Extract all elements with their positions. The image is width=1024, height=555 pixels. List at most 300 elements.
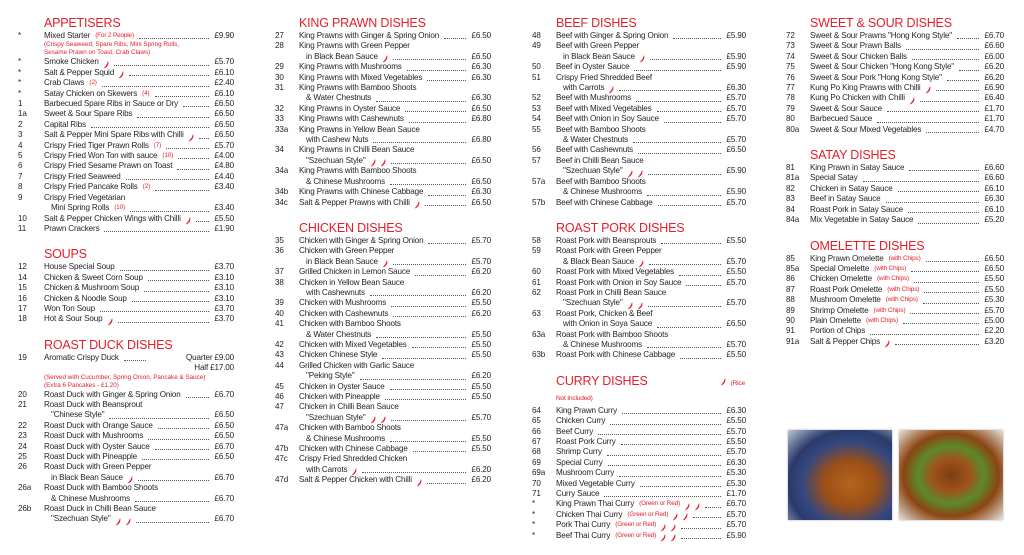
item-number: 56	[532, 145, 541, 155]
menu-item	[275, 423, 491, 444]
menu-item	[18, 262, 234, 272]
leader-dots	[136, 522, 210, 523]
leader-dots	[425, 205, 467, 206]
item-name: Beef with Mushrooms	[556, 93, 631, 103]
item-name: Mushroom Curry	[556, 468, 615, 478]
item-name: Won Ton Soup	[44, 303, 95, 313]
leader-dots	[923, 303, 980, 304]
item-name: King Prawn Curry	[556, 405, 618, 415]
item-name: House Special Soup	[44, 262, 115, 272]
menu-item	[786, 337, 1004, 347]
item-price: £6.50	[214, 420, 234, 430]
item-price: £4.80	[214, 161, 234, 171]
leader-dots	[427, 80, 466, 81]
item-number: 57	[532, 155, 541, 165]
item-name: Mix Vegetable in Satay Sauce	[810, 215, 914, 225]
menu-item	[786, 306, 1004, 316]
item-name: Grilled Chicken with Garlic Sauce	[299, 360, 415, 370]
item-name: Special Omelette	[810, 263, 870, 273]
item-price: £5.70	[471, 256, 491, 266]
item-price: £5.70	[726, 520, 746, 530]
menu-item	[532, 125, 746, 146]
item-number: 47	[275, 402, 284, 412]
item-price: £6.70	[984, 31, 1004, 40]
item-number: 88	[786, 295, 795, 305]
item-description: (Extra 6 Pancakes - £1.20)	[44, 381, 119, 389]
menu-section	[275, 17, 491, 208]
item-name-cont: & Water Chestnuts	[563, 135, 629, 145]
item-price: £5.50	[471, 350, 491, 360]
leader-dots	[114, 65, 210, 66]
menu-item	[275, 31, 491, 41]
leader-dots	[376, 101, 466, 102]
item-note: (with Chips)	[885, 296, 918, 304]
item-name: Chicken with Bamboo Shoots	[299, 319, 401, 329]
item-note: (7)	[153, 141, 162, 149]
menu-item	[786, 254, 1004, 264]
menu-item	[275, 83, 491, 104]
item-price: £6.30	[984, 194, 1004, 204]
item-price: £5.70	[726, 447, 746, 457]
menu-item	[18, 214, 234, 224]
item-name-cont: & Water Chestnuts	[306, 329, 372, 339]
item-number: 69a	[532, 468, 546, 478]
menu-item	[275, 402, 491, 423]
item-price: £6.90	[984, 83, 1004, 93]
section-title	[532, 222, 746, 235]
item-price: Quarter £9.00	[186, 352, 234, 362]
item-name-cont: & Chinese Mushrooms	[51, 493, 131, 503]
item-name: Special Satay	[810, 173, 858, 183]
leader-dots	[693, 517, 721, 518]
item-note: (10)	[114, 204, 125, 212]
item-name: Crispy Fried Seaweed	[44, 171, 121, 181]
item-name: Salt & Pepper Chicken Wings with Chilli	[44, 213, 181, 223]
item-number: 2	[18, 119, 23, 129]
item-number: 34a	[275, 166, 289, 176]
item-number: 22	[18, 420, 27, 430]
leader-dots	[390, 184, 466, 185]
menu-item	[532, 427, 746, 437]
menu-item	[275, 198, 491, 208]
item-number: 90	[786, 315, 795, 325]
item-price: £6.70	[214, 389, 234, 399]
item-price: £6.30	[471, 93, 491, 103]
item-name: King Prawns with Bamboo Shoots	[299, 166, 417, 176]
menu-item	[18, 31, 234, 57]
item-price: £6.10	[214, 88, 234, 98]
item-name: Chicken Curry	[556, 416, 606, 426]
item-name-cont: Mini Spring Rolls	[51, 203, 110, 213]
item-name: Roast Pork with Chinese Cabbage	[556, 350, 676, 360]
menu-item	[18, 273, 234, 283]
chilli-icon	[188, 134, 194, 142]
section-title	[786, 149, 1004, 162]
leader-dots	[130, 211, 210, 212]
item-name: Beef in Oyster Sauce	[556, 62, 630, 72]
item-number: 53	[532, 103, 541, 113]
item-price: £6.50	[214, 410, 234, 420]
chilli-icon	[414, 201, 420, 209]
item-number: 86	[786, 274, 795, 284]
item-name: Chicken with Mushrooms	[299, 298, 387, 308]
item-price: £5.70	[726, 135, 746, 145]
item-name: Beef with Cashewnuts	[556, 145, 634, 155]
item-name: King Prawns with Ginger & Spring Onion	[299, 31, 440, 40]
leader-dots	[412, 347, 467, 348]
chilli-icon	[884, 340, 890, 348]
item-number: 29	[275, 62, 284, 72]
section-title	[532, 17, 746, 30]
leader-dots	[909, 170, 979, 171]
item-number: 36	[275, 246, 284, 256]
item-name: Roast Pork with Onion in Soy Sauce	[556, 277, 682, 287]
leader-dots	[912, 59, 980, 60]
item-number: 87	[786, 284, 795, 294]
item-name: Curry Sauce	[556, 489, 600, 499]
item-name: Beef with Green Pepper	[556, 41, 640, 51]
item-price: £5.50	[471, 339, 491, 349]
item-number: 84	[786, 204, 795, 214]
item-price: £6.50	[984, 253, 1004, 263]
leader-dots	[390, 389, 467, 390]
item-number: 34b	[275, 187, 289, 197]
item-number: 4	[18, 140, 23, 150]
menu-item	[18, 283, 234, 293]
item-number: 18	[18, 314, 27, 324]
item-price: £3.10	[214, 283, 234, 293]
menu-column-3	[532, 17, 746, 555]
item-name: Mixed Vegetable Curry	[556, 478, 635, 488]
menu-item	[786, 93, 1004, 103]
item-price: £3.20	[984, 336, 1004, 346]
menu-section	[532, 222, 746, 361]
leader-dots	[895, 344, 979, 345]
chilli-icon	[638, 260, 644, 268]
item-description: (Served with Cucumber, Spring Onion, Pancake & Sauce)	[44, 373, 206, 381]
item-number: 44	[275, 360, 284, 370]
item-number: 27	[275, 31, 284, 40]
section-note: (Rice Not Included)	[556, 379, 745, 402]
menu-column-4	[786, 17, 1004, 361]
menu-section	[18, 339, 234, 525]
leader-dots	[649, 264, 721, 265]
leader-dots	[681, 528, 721, 529]
menu-column-1	[18, 17, 234, 539]
menu-item	[786, 215, 1004, 225]
menu-item	[786, 73, 1004, 83]
leader-dots	[634, 70, 721, 71]
leader-dots	[911, 271, 979, 272]
menu-item	[275, 278, 491, 299]
leader-dots	[926, 261, 980, 262]
item-price: £6.50	[471, 155, 491, 165]
leader-dots	[138, 480, 210, 481]
menu-item	[786, 205, 1004, 215]
item-name: Chicken & Mushroom Soup	[44, 283, 140, 293]
item-number: 20	[18, 389, 27, 399]
leader-dots	[102, 86, 210, 87]
item-name: Kung Po Chicken with Chilli	[810, 93, 905, 103]
item-price: £6.20	[984, 62, 1004, 72]
item-price: £6.50	[214, 431, 234, 441]
item-number: *	[18, 31, 21, 40]
item-number: 66	[532, 426, 541, 436]
item-name: King Prawns with Chinese Cabbage	[299, 187, 424, 197]
item-price: £6.20	[471, 267, 491, 277]
item-name: Beef Thai Curry	[556, 530, 611, 540]
item-price: £5.70	[726, 426, 746, 436]
item-price: £6.50	[214, 109, 234, 119]
item-number: 46	[275, 392, 284, 401]
section-title-text: CHICKEN DISHES	[299, 220, 403, 235]
leader-dots	[177, 169, 209, 170]
item-name: Roast Duck with Bamboo Shoots	[44, 483, 158, 493]
leader-dots	[135, 501, 209, 502]
item-note: (Green or Red)	[639, 500, 680, 508]
item-name: Chicken & Sweet Corn Soup	[44, 272, 143, 282]
item-number: 60	[532, 267, 541, 277]
menu-item	[786, 31, 1004, 41]
item-number: 71	[532, 489, 541, 499]
leader-dots	[608, 465, 722, 466]
item-number: 5	[18, 151, 23, 161]
item-name: King Prawns with Mixed Vegetables	[299, 72, 423, 82]
item-name: Roast Duck with Ginger & Spring Onion	[44, 389, 181, 399]
menu-item	[532, 198, 746, 208]
item-name-cont: in Black Bean Sauce	[306, 51, 378, 61]
item-name: Salt & Pepper Mini Spare Ribs with Chilli	[44, 130, 184, 140]
item-name: Roast Duck with Oyster Sauce	[44, 441, 150, 451]
menu-item	[18, 109, 234, 119]
menu-item	[532, 350, 746, 360]
leader-dots	[664, 122, 722, 123]
item-number: 23	[18, 431, 27, 441]
item-number: 84a	[786, 215, 800, 225]
item-name: Crispy Fried Pancake Rolls	[44, 182, 138, 192]
menu-item	[275, 62, 491, 72]
item-number: 47b	[275, 444, 289, 454]
item-number: 33	[275, 114, 284, 124]
item-price: £5.50	[471, 381, 491, 391]
item-price: £6.80	[471, 114, 491, 124]
leader-dots	[908, 212, 980, 213]
item-number: 1a	[18, 109, 27, 119]
item-name: Roast Duck with Orange Sauce	[44, 420, 153, 430]
leader-dots	[118, 322, 210, 323]
item-price: £5.30	[726, 478, 746, 488]
menu-item	[786, 285, 1004, 295]
menu-item	[532, 447, 746, 457]
item-name-cont: with Cashew Nuts	[306, 135, 369, 145]
item-number: 41	[275, 319, 284, 329]
item-price: £5.70	[726, 277, 746, 287]
item-name: Beef in Satay Sauce	[810, 194, 881, 204]
menu-item	[275, 444, 491, 454]
leader-dots	[898, 191, 980, 192]
item-number: 17	[18, 303, 27, 313]
menu-item	[275, 41, 491, 62]
item-number: 52	[532, 93, 541, 103]
item-number: 26b	[18, 504, 32, 514]
section-title-text: APPETISERS	[44, 16, 121, 30]
section-title-text: ROAST PORK DISHES	[556, 220, 685, 235]
item-name: Salt & Pepper Squid	[44, 67, 115, 77]
item-price: £6.20	[471, 371, 491, 381]
item-name: King Prawns with Mushrooms	[299, 62, 402, 72]
item-price: £5.70	[726, 339, 746, 349]
leader-dots	[657, 327, 721, 328]
leader-dots	[607, 455, 722, 456]
item-name: Beef in Chilli Bean Sauce	[556, 155, 644, 165]
menu-item	[275, 246, 491, 267]
item-name-cont: "Szechuan Style"	[306, 412, 366, 422]
item-name: Portion of Chips	[810, 326, 866, 336]
item-number: 50	[532, 62, 541, 72]
menu-item	[275, 267, 491, 277]
leader-dots	[129, 75, 209, 76]
leader-dots	[640, 486, 722, 487]
leader-dots	[947, 80, 980, 81]
item-name-cont: in Black Bean Sauce	[306, 256, 378, 266]
item-name: Salt & Pepper Chicken with Chilli	[299, 475, 412, 485]
item-price: £5.50	[984, 274, 1004, 284]
chilli-icon	[670, 534, 676, 542]
item-number: *	[532, 530, 535, 540]
chilli-icon	[925, 86, 931, 94]
item-number: 69	[532, 457, 541, 467]
item-name: King Prawn in Satay Sauce	[810, 163, 905, 173]
item-number: 35	[275, 235, 284, 245]
item-number: 57b	[532, 197, 546, 207]
item-price: £3.10	[214, 272, 234, 282]
item-price: £1.70	[984, 103, 1004, 113]
leader-dots	[407, 70, 467, 71]
item-price: £3.70	[214, 303, 234, 313]
leader-dots	[139, 38, 210, 39]
item-name: King Prawn Omelette	[810, 253, 884, 263]
item-price: £3.70	[214, 262, 234, 272]
item-name: Roast Pork with Beansprouts	[556, 235, 657, 245]
item-price: £5.90	[726, 62, 746, 72]
item-number: 19	[18, 352, 27, 362]
item-name: Roast Pork with Mixed Vegetables	[556, 267, 675, 277]
item-name: Barbecued Sauce	[810, 114, 873, 124]
leader-dots	[598, 434, 721, 435]
menu-item	[786, 41, 1004, 51]
leader-dots	[604, 496, 721, 497]
item-price: £6.50	[471, 197, 491, 207]
menu-item	[786, 104, 1004, 114]
chilli-icon	[103, 61, 109, 69]
item-name: Roast Duck with Pineapple	[44, 452, 137, 461]
menu-item	[18, 68, 234, 78]
menu-item	[275, 309, 491, 319]
item-name: King Prawns in Yellow Bean Sauce	[299, 124, 420, 134]
item-number: 16	[18, 293, 27, 303]
item-number: 45	[275, 381, 284, 391]
chilli-icon	[694, 503, 700, 511]
item-name-cont: "Szechuan Style"	[306, 155, 366, 165]
item-name: Chicken with Mixed Vegetables	[299, 339, 407, 349]
item-name: Chicken & Noodle Soup	[44, 293, 127, 303]
item-price: £5.50	[214, 213, 234, 223]
item-name: King Prawns with Bamboo Shoots	[299, 83, 417, 93]
item-number: 42	[275, 339, 284, 349]
item-name: Aromatic Crispy Duck	[44, 352, 119, 362]
item-name: Sweet & Sour Pork "Hong Kong Style"	[810, 72, 942, 82]
menu-item	[275, 166, 491, 187]
item-name: Roast Pork with Green Pepper	[556, 246, 662, 256]
item-number: 32	[275, 103, 284, 113]
leader-dots	[155, 96, 210, 97]
menu-item	[786, 184, 1004, 194]
item-name-cont: with Carrots	[563, 83, 605, 93]
leader-dots	[183, 106, 209, 107]
item-note: (10)	[162, 152, 174, 160]
menu-item	[18, 314, 234, 324]
item-price: £5.00	[984, 315, 1004, 325]
menu-item	[786, 114, 1004, 124]
item-price: £6.80	[471, 135, 491, 145]
leader-dots	[650, 59, 722, 60]
item-name: King Prawn Thai Curry	[556, 499, 635, 509]
item-price: £5.70	[726, 256, 746, 266]
menu-item	[532, 93, 746, 103]
section-title-text: SOUPS	[44, 247, 87, 262]
item-price: £4.00	[214, 151, 234, 161]
item-number: 25	[18, 452, 27, 461]
item-number: 54	[532, 114, 541, 124]
item-name: Prawn Crackers	[44, 223, 100, 233]
item-number: 89	[786, 305, 795, 315]
chilli-icon	[608, 86, 614, 94]
leader-dots	[681, 538, 721, 539]
chilli-icon	[660, 534, 666, 542]
item-name: King Prawns with Cashewnuts	[299, 114, 404, 124]
leader-dots	[619, 476, 721, 477]
item-name: Capital Ribs	[44, 119, 86, 129]
item-number: 57a	[532, 176, 546, 186]
section-title	[786, 17, 1004, 30]
item-price: £6.60	[984, 41, 1004, 51]
item-price: £4.70	[984, 124, 1004, 134]
chilli-icon	[639, 55, 645, 63]
chilli-icon	[627, 302, 633, 310]
item-name: Chicken Thai Curry	[556, 509, 623, 519]
section-title	[786, 240, 1004, 253]
menu-item	[532, 520, 746, 530]
leader-dots	[648, 174, 722, 175]
menu-item	[786, 295, 1004, 305]
item-name-cont: with Carrots	[306, 464, 348, 474]
item-price: £1.70	[984, 114, 1004, 124]
menu-item	[18, 304, 234, 314]
item-price: £6.30	[726, 83, 746, 93]
chilli-icon	[627, 170, 633, 178]
menu-item	[275, 125, 491, 146]
item-name: Chicken with Cashewnuts	[299, 308, 389, 318]
leader-dots	[137, 117, 209, 118]
item-name: Chicken with Ginger & Spring Onion	[299, 235, 424, 245]
leader-dots	[936, 90, 980, 91]
menu-item	[275, 104, 491, 114]
item-price: £6.00	[984, 51, 1004, 61]
item-note: (2)	[142, 183, 151, 191]
item-number: 43	[275, 350, 284, 360]
item-price: £5.70	[726, 197, 746, 207]
menu-item	[532, 531, 746, 541]
